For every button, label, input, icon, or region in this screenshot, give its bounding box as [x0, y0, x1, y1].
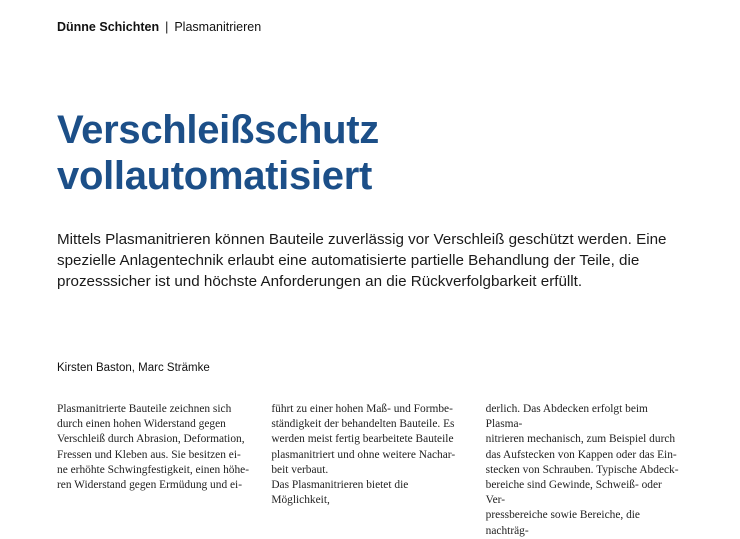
column-line: ren Widerstand gegen Ermüdung und ei-	[57, 479, 243, 492]
column-line: stecken von Schrauben. Typische Abdeck-	[485, 463, 679, 476]
running-header	[57, 20, 261, 34]
header-section: Dünne Schichten	[57, 20, 160, 34]
authors: Kirsten Baston, Marc Strämke	[57, 362, 210, 374]
column-line: bereiche sind Gewinde, Schweiß- oder Ver-	[485, 479, 662, 507]
article-title	[57, 107, 379, 199]
column-line: werden meist fertig bearbeitete Bauteile	[271, 433, 454, 446]
title-line-2: vollautomatisiert	[57, 154, 372, 198]
column-line: ne erhöhte Schwingfestigkeit, einen höhe-	[57, 463, 250, 476]
column-line: plasmanitriert und ohne weitere Nachar-	[271, 448, 456, 461]
header-separator: |	[165, 20, 169, 34]
column-line: beit verbaut.	[271, 463, 329, 476]
column-line: Plasmanitrierte Bauteile zeichnen sich	[57, 403, 232, 415]
body-column-2	[271, 402, 467, 507]
title-line-1: Verschleißschutz	[57, 108, 379, 152]
column-line: nitrieren mechanisch, zum Beispiel durch	[485, 433, 676, 446]
column-line: ständigkeit der behandelten Bauteile. Es	[271, 418, 455, 431]
column-line: pressbereiche sowie Bereiche, die nachträg-	[485, 509, 640, 537]
body-columns	[57, 402, 682, 537]
lead-paragraph: Mittels Plasmanitrieren können Bauteile zuverlässig vor Verschleiß geschützt werden. Eine spezielle Anlagentechnik erlaubt eine automatisierte partielle Behandlung der Teile, die prozesssicher ist und höchste Anforderungen an die Rückverfolgbarkeit erfüllt.	[57, 231, 667, 290]
body-column-3	[485, 402, 682, 537]
column-line: führt zu einer hohen Maß- und Formbe-	[271, 403, 453, 415]
column-line: derlich. Das Abdecken erfolgt beim Plasma-	[485, 403, 648, 431]
header-topic: Plasmanitrieren	[174, 20, 262, 34]
body-column-1	[57, 402, 253, 493]
column-line: Das Plasmanitrieren bietet die Möglichkeit,	[271, 479, 409, 507]
column-line: durch einen hohen Widerstand gegen	[57, 418, 226, 431]
column-line: das Aufstecken von Kappen oder das Ein-	[485, 448, 677, 461]
column-line: Verschleiß durch Abrasion, Deformation,	[57, 433, 245, 446]
column-line: Fressen und Kleben aus. Sie besitzen ei-	[57, 448, 241, 461]
